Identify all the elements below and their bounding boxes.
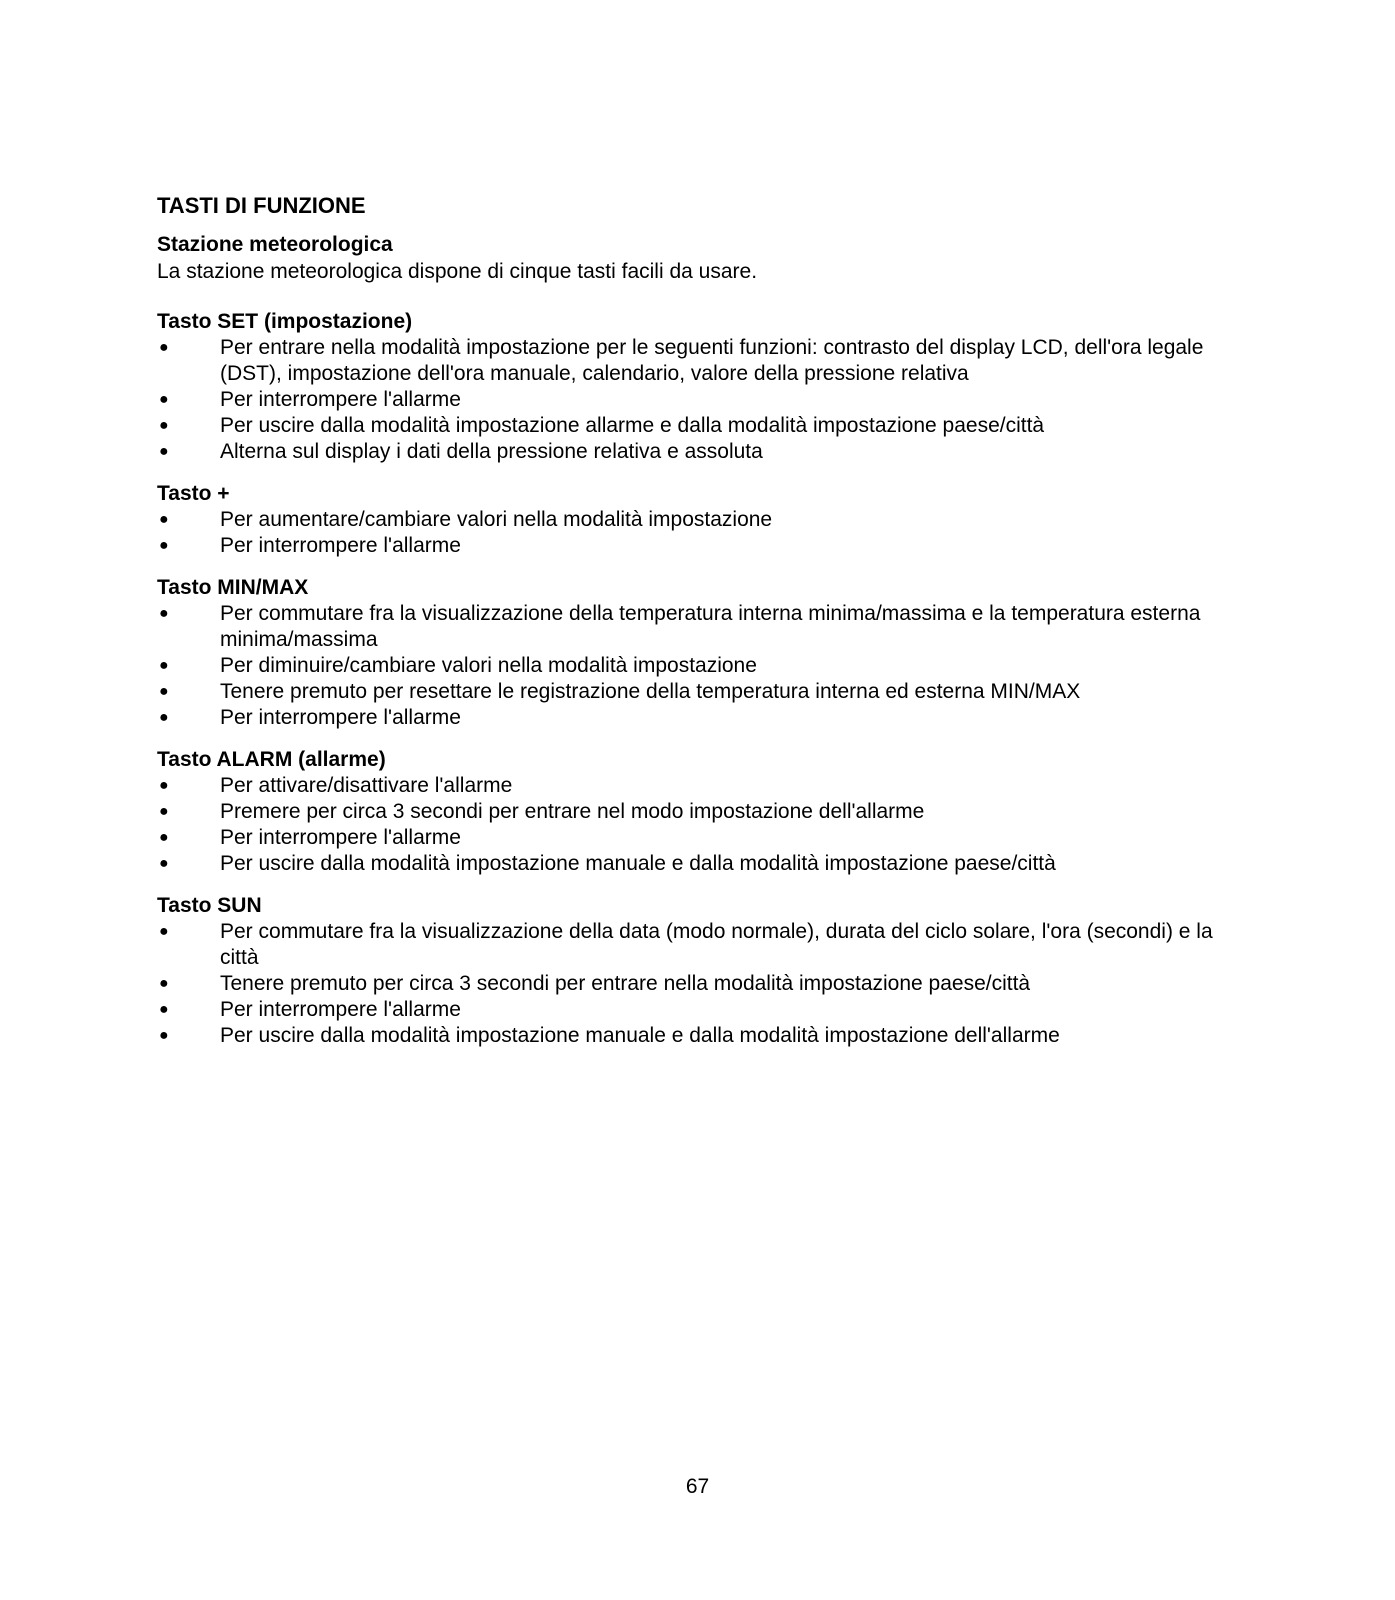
list-item xyxy=(157,601,1247,653)
list-item xyxy=(157,533,1247,559)
list-item-text: Premere per circa 3 secondi per entrare nel modo impostazione dell'allarme xyxy=(220,800,925,823)
list-item-text: Per diminuire/cambiare valori nella modalità impostazione xyxy=(220,654,757,677)
bullet-icon: ● xyxy=(159,1027,169,1044)
bullet-icon: ● xyxy=(159,1001,169,1018)
list-item xyxy=(157,851,1247,877)
bullet-icon: ● xyxy=(159,803,169,820)
list-item-text: Per interrompere l'allarme xyxy=(220,826,461,849)
bullet-list xyxy=(157,919,1247,1049)
page-number: 67 xyxy=(685,1475,710,1498)
bullet-icon: ● xyxy=(159,855,169,872)
list-item-text: Per commutare fra la visualizzazione della data (modo normale), durata del ciclo solare, l'ora (secondi) e la città xyxy=(220,920,1213,969)
bullet-icon: ● xyxy=(159,391,169,408)
list-item-text: Per interrompere l'allarme xyxy=(220,388,461,411)
bullet-icon: ● xyxy=(159,443,169,460)
list-item xyxy=(157,705,1247,731)
bullet-icon: ● xyxy=(159,923,169,940)
list-item xyxy=(157,507,1247,533)
section-set-key xyxy=(157,309,1247,465)
section-heading: Tasto MIN/MAX xyxy=(157,576,309,599)
list-item-text: Per aumentare/cambiare valori nella modalità impostazione xyxy=(220,508,773,531)
bullet-icon: ● xyxy=(159,605,169,622)
list-item-text: Tenere premuto per circa 3 secondi per entrare nella modalità impostazione paese/città xyxy=(220,972,1031,995)
list-item-text: Per uscire dalla modalità impostazione manuale e dalla modalità impostazione paese/città xyxy=(220,852,1056,875)
section-heading: Tasto SUN xyxy=(157,894,262,917)
bullet-icon: ● xyxy=(159,657,169,674)
list-item-text: Per entrare nella modalità impostazione per le seguenti funzioni: contrasto del display LCD, dell'ora legale (DST), impostazione dell'ora manuale, calendario, valore della pressione relativa xyxy=(220,336,1204,385)
bullet-list xyxy=(157,335,1247,465)
section-alarm-key xyxy=(157,747,1247,877)
list-item xyxy=(157,653,1247,679)
bullet-icon: ● xyxy=(159,339,169,356)
list-item xyxy=(157,919,1247,971)
page-title: TASTI DI FUNZIONE xyxy=(157,193,366,218)
section-heading: Tasto + xyxy=(157,482,230,505)
list-item xyxy=(157,413,1247,439)
list-item-text: Per interrompere l'allarme xyxy=(220,534,461,557)
bullet-icon: ● xyxy=(159,709,169,726)
list-item-text: Per commutare fra la visualizzazione della temperatura interna minima/massima e la temperatura esterna minima/massima xyxy=(220,602,1201,651)
section-heading: Tasto ALARM (allarme) xyxy=(157,748,386,771)
list-item-text: Per attivare/disattivare l'allarme xyxy=(220,774,513,797)
bullet-icon: ● xyxy=(159,777,169,794)
list-item xyxy=(157,997,1247,1023)
list-item-text: Alterna sul display i dati della pressione relativa e assoluta xyxy=(220,440,763,463)
bullet-list xyxy=(157,773,1247,877)
bullet-list xyxy=(157,507,1247,559)
list-item xyxy=(157,773,1247,799)
bullet-icon: ● xyxy=(159,537,169,554)
list-item xyxy=(157,335,1247,387)
bullet-icon: ● xyxy=(159,683,169,700)
bullet-icon: ● xyxy=(159,975,169,992)
section-heading: Tasto SET (impostazione) xyxy=(157,310,413,333)
section-minmax-key xyxy=(157,575,1247,731)
list-item xyxy=(157,679,1247,705)
list-item-text: Per uscire dalla modalità impostazione manuale e dalla modalità impostazione dell'allarme xyxy=(220,1024,1060,1047)
intro-paragraph: La stazione meteorologica dispone di cinque tasti facili da usare. xyxy=(157,260,758,283)
list-item xyxy=(157,1023,1247,1049)
list-item xyxy=(157,971,1247,997)
list-item-text: Per interrompere l'allarme xyxy=(220,998,461,1021)
list-item-text: Per uscire dalla modalità impostazione allarme e dalla modalità impostazione paese/città xyxy=(220,414,1045,437)
bullet-list xyxy=(157,601,1247,731)
bullet-icon: ● xyxy=(159,511,169,528)
list-item xyxy=(157,799,1247,825)
section-plus-key xyxy=(157,481,1247,559)
list-item xyxy=(157,825,1247,851)
list-item-text: Tenere premuto per resettare le registrazione della temperatura interna ed esterna MIN/MAX xyxy=(220,680,1081,703)
list-item-text: Per interrompere l'allarme xyxy=(220,706,461,729)
bullet-icon: ● xyxy=(159,829,169,846)
document-page xyxy=(157,190,1247,1065)
bullet-icon: ● xyxy=(159,417,169,434)
list-item xyxy=(157,439,1247,465)
list-item xyxy=(157,387,1247,413)
section-sun-key xyxy=(157,893,1247,1049)
section-subtitle: Stazione meteorologica xyxy=(157,233,393,256)
